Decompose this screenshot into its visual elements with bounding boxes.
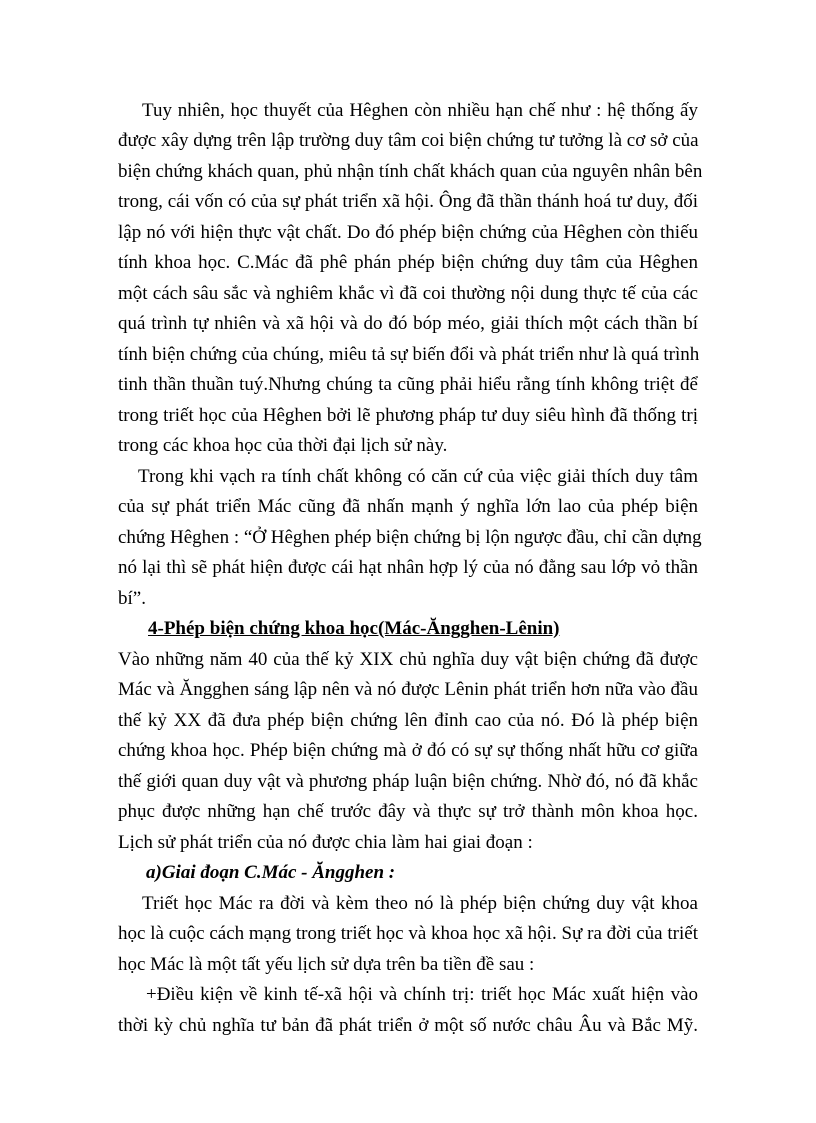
text-line: được xây dựng trên lập trường duy tâm coi biện chứng tư tưởng là cơ sở của: [118, 130, 699, 151]
text-line: bí”.: [118, 588, 146, 609]
text-line: thời kỳ chủ nghĩa tư bản đã phát triển ở một số nước châu Âu và Bắc Mỹ.: [118, 1015, 698, 1036]
subsection-heading: a)Giai đoạn C.Mác - Ăngghen :: [146, 862, 396, 883]
text-line: Tuy nhiên, học thuyết của Hêghen còn nhiều hạn chế như : hệ thống ấy: [142, 100, 698, 121]
text-line: tính khoa học. C.Mác đã phê phán phép biện chứng duy tâm của Hêghen: [118, 252, 698, 273]
text-line: của sự phát triển Mác cũng đã nhấn mạnh ý nghĩa lớn lao của phép biện: [118, 496, 698, 517]
text-line: học Mác là một tất yếu lịch sử dựa trên ba tiền đề sau :: [118, 954, 535, 975]
text-line: biện chứng khách quan, phủ nhận tính chất khách quan của nguyên nhân bên: [118, 161, 703, 182]
text-line: chứng Hêghen : “Ở Hêghen phép biện chứng bị lộn ngược đầu, chỉ cần dựng: [118, 527, 702, 548]
text-line: phục được những hạn chế trước đây và thực sự trở thành môn khoa học.: [118, 801, 698, 822]
text-line: một cách sâu sắc và nghiêm khắc vì đã coi thường nội dung thực tế của các: [118, 283, 698, 304]
text-line: tinh thần thuần tuý.Nhưng chúng ta cũng phải hiểu rằng tính không triệt để: [118, 374, 698, 395]
text-line: trong triết học của Hêghen bởi lẽ phương pháp tư duy siêu hình đã thống trị: [118, 405, 698, 426]
text-line: quá trình tự nhiên và xã hội và do đó bóp méo, giải thích một cách thần bí: [118, 313, 698, 334]
text-line: học là cuộc cách mạng trong triết học và khoa học xã hội. Sự ra đời của triết: [118, 923, 698, 944]
text-line: Triết học Mác ra đời và kèm theo nó là phép biện chứng duy vật khoa: [142, 893, 698, 914]
text-line: Vào những năm 40 của thế kỷ XIX chủ nghĩa duy vật biện chứng đã được: [118, 649, 698, 670]
section-heading: 4-Phép biện chứng khoa học(Mác-Ăngghen-Lênin): [148, 618, 560, 639]
text-line: trong, cái vốn có của sự phát triển xã hội. Ông đã thần thánh hoá tư duy, đối: [118, 191, 698, 212]
text-line: tính biện chứng của chúng, miêu tả sự biến đổi và phát triển như là quá trình: [118, 344, 700, 365]
text-line: chứng khoa học. Phép biện chứng mà ở đó có sự sự thống nhất hữu cơ giữa: [118, 740, 698, 761]
text-line: trong các khoa học của thời đại lịch sử này.: [118, 435, 448, 456]
text-line: nó lại thì sẽ phát hiện được cái hạt nhân hợp lý của nó đằng sau lớp vỏ thần: [118, 557, 698, 578]
text-line: thế giới quan duy vật và phương pháp luận biện chứng. Nhờ đó, nó đã khắc: [118, 771, 698, 792]
text-line: Mác và Ăngghen sáng lập nên và nó được Lênin phát triển hơn nữa vào đầu: [118, 679, 698, 700]
text-line: +Điều kiện về kinh tế-xã hội và chính trị: triết học Mác xuất hiện vào: [146, 984, 698, 1005]
text-line: lập nó với hiện thực vật chất. Do đó phép biện chứng của Hêghen còn thiếu: [118, 222, 698, 243]
text-line: thế kỷ XX đã đưa phép biện chứng lên đỉnh cao của nó. Đó là phép biện: [118, 710, 698, 731]
text-line: Trong khi vạch ra tính chất không có căn cứ của việc giải thích duy tâm: [138, 466, 698, 487]
text-line: Lịch sử phát triển của nó được chia làm hai giai đoạn :: [118, 832, 533, 853]
